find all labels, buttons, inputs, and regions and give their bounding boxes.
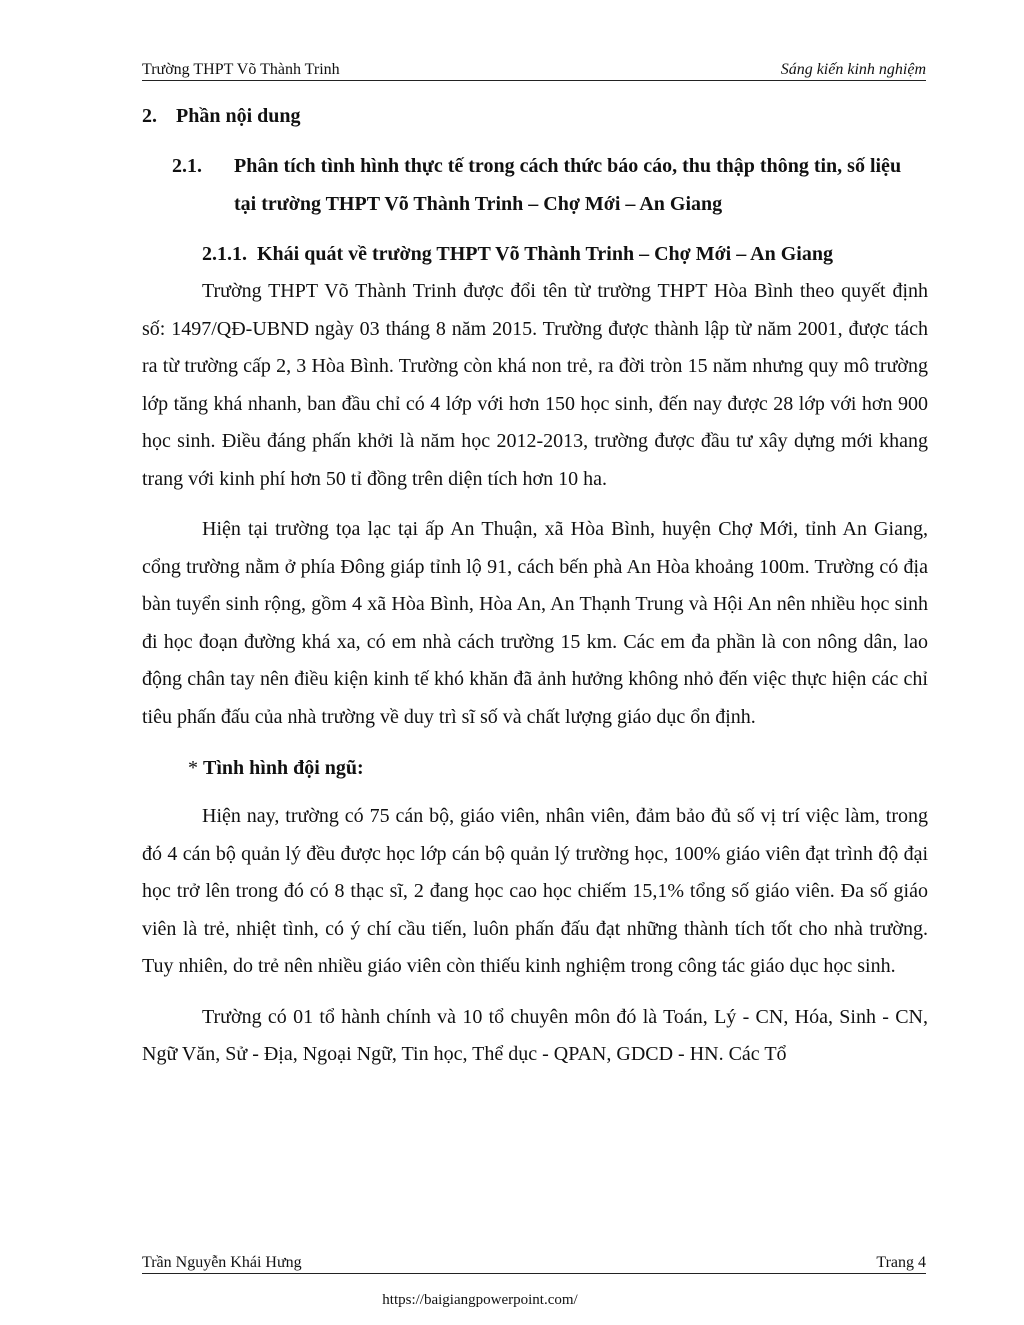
page-footer [142,1253,926,1274]
section-2-1-heading [142,147,928,223]
page-header [142,60,926,81]
section-2-number: 2. [142,105,157,127]
paragraph-school-location: Hiện tại trường tọa lạc tại ấp An Thuận, xã Hòa Bình, huyện Chợ Mới, tỉnh An Giang, cổng trường nằm ở phía Đông giáp tỉnh lộ 91, cách bến phà An Hòa khoảng 100m. Trường có địa bàn tuyển sinh rộng, gồm 4 xã Hòa Bình, Hòa An, An Thạnh Trung và Hội An nên nhiều học sinh đi học đoạn đường khá xa, có em nhà cách trường 15 km. Các em đa phần là con nông dân, lao động chân tay nên điều kiện kinh tế khó khăn đã ảnh hưởng không nhỏ đến việc thực hiện các chỉ tiêu phấn đấu của nhà trường về duy trì sĩ số và chất lượng giáo dục ổn định. [142,518,928,728]
footer-author: Trần Nguyễn Khái Hưng [142,1254,302,1271]
staff-heading-title: Tình hình đội ngũ: [203,757,364,779]
staff-heading [142,749,928,787]
section-2-title: Phần nội dung [176,105,301,127]
section-2-heading [142,97,928,135]
source-url-link[interactable]: https://baigiangpowerpoint.com/ [382,1292,578,1308]
section-2-1-number: 2.1. [172,155,202,177]
header-document-type: Sáng kiến kinh nghiệm [780,61,926,78]
footer-page-number: Trang 4 [876,1254,926,1271]
section-2-1-title: Phân tích tình hình thực tế trong cách thức báo cáo, thu thập thông tin, số liệu tại trường THPT Võ Thành Trinh – Chợ Mới – An Giang [234,155,902,215]
section-2-1-1-title: Khái quát về trường THPT Võ Thành Trinh – Chợ Mới – An Giang [257,243,833,265]
header-school-name: Trường THPT Võ Thành Trinh [142,61,340,78]
paragraph-staff-overview: Hiện nay, trường có 75 cán bộ, giáo viên, nhân viên, đảm bảo đủ số vị trí việc làm, trong đó 4 cán bộ quản lý đều được học lớp cán bộ quản lý trường học, 100% giáo viên đạt trình độ đại học trở lên trong đó có 8 thạc sĩ, 2 đang học cao học chiếm 15,1% tổng số giáo viên. Đa số giáo viên là trẻ, nhiệt tình, có ý chí cầu tiến, luôn phấn đấu đạt những thành tích tốt cho nhà trường. Tuy nhiên, do trẻ nên nhiều giáo viên còn thiếu kinh nghiệm trong công tác giáo dục học sinh. [142,805,928,977]
paragraph-school-history: Trường THPT Võ Thành Trinh được đổi tên từ trường THPT Hòa Bình theo quyết định số: 1497/QĐ-UBND ngày 03 tháng 8 năm 2015. Trường được thành lập từ năm 2001, được tách ra từ trường cấp 2, 3 Hòa Bình. Trường còn khá non trẻ, ra đời tròn 15 năm nhưng quy mô trường lớp tăng khá nhanh, ban đầu chỉ có 4 lớp với hơn 150 học sinh, đến nay được 28 lớp với hơn 900 học sinh. Điều đáng phấn khởi là năm học 2012-2013, trường được đầu tư xây dựng mới khang trang với kinh phí hơn 50 tỉ đồng trên diện tích hơn 10 ha. [142,280,928,490]
staff-heading-bullet: * [188,757,198,779]
paragraph-staff-departments: Trường có 01 tổ hành chính và 10 tổ chuyên môn đó là Toán, Lý - CN, Hóa, Sinh - CN, Ngữ Văn, Sử - Địa, Ngoại Ngữ, Tin học, Thể dục - QPAN, GDCD - HN. Các Tổ [142,1005,928,1065]
section-2-1-1-heading [142,235,928,273]
section-2-1-1-number: 2.1.1. [202,243,247,265]
document-body [142,97,928,1074]
